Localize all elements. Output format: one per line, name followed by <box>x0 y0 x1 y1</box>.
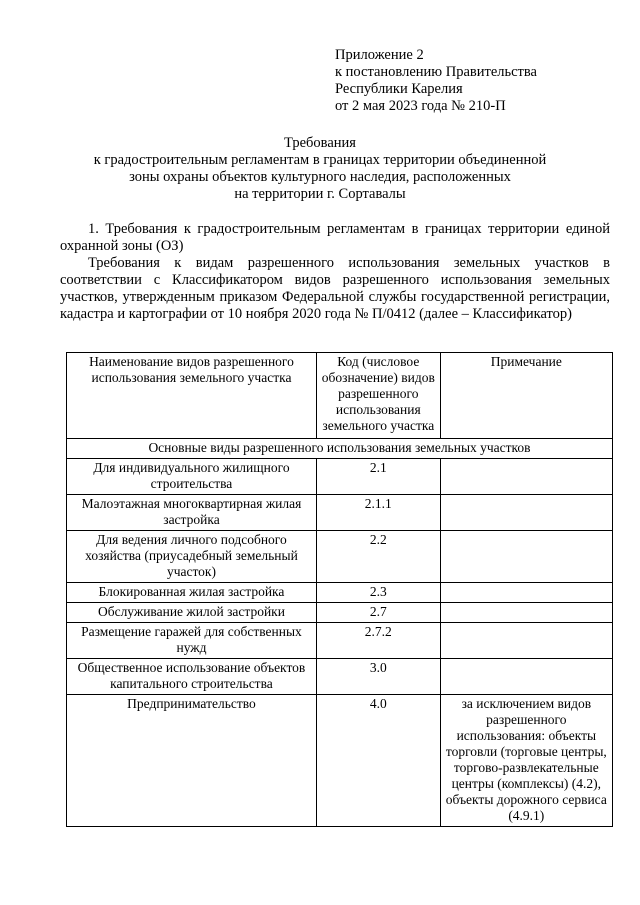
section-title: Основные виды разрешенного использования земельных участков <box>67 439 613 459</box>
cell-note: за исключением видов разрешенного использования: объекты торговли (торговые центры, торгово-развлекательные центры (комплексы) (4.2), объекты дорожного сервиса (4.9.1) <box>440 695 612 827</box>
header-line: к постановлению Правительства <box>335 64 537 80</box>
land-use-table <box>66 352 613 827</box>
title-line: на территории г. Сортавалы <box>234 186 406 202</box>
title-line: к градостроительным регламентам в границах территории объединенной <box>93 152 547 168</box>
table-row <box>67 659 613 695</box>
cell-note <box>440 459 612 495</box>
cell-code: 2.7 <box>316 603 440 623</box>
cell-note <box>440 659 612 695</box>
cell-note <box>440 623 612 659</box>
table-row <box>67 623 613 659</box>
paragraph-2 <box>60 255 610 323</box>
header-name: Наименование видов разрешенного использования земельного участка <box>67 353 317 439</box>
table-row <box>67 459 613 495</box>
cell-code: 3.0 <box>316 659 440 695</box>
cell-name: Для индивидуального жилищного строительства <box>67 459 317 495</box>
cell-code: 4.0 <box>316 695 440 827</box>
cell-name: Общественное использование объектов капитального строительства <box>67 659 317 695</box>
title-line: зоны охраны объектов культурного наследия, расположенных <box>129 169 511 185</box>
header-line: Республики Карелия <box>335 81 463 97</box>
cell-note <box>440 495 612 531</box>
paragraph-1 <box>60 221 610 255</box>
cell-note <box>440 531 612 583</box>
table-section-row <box>67 439 613 459</box>
cell-code: 2.1.1 <box>316 495 440 531</box>
cell-name: Предпринимательство <box>67 695 317 827</box>
cell-code: 2.1 <box>316 459 440 495</box>
cell-code: 2.3 <box>316 583 440 603</box>
table-row <box>67 531 613 583</box>
title-line: Требования <box>284 135 356 151</box>
table-row <box>67 583 613 603</box>
cell-name: Малоэтажная многоквартирная жилая застройка <box>67 495 317 531</box>
cell-code: 2.2 <box>316 531 440 583</box>
cell-note <box>440 583 612 603</box>
cell-code: 2.7.2 <box>316 623 440 659</box>
paragraph-text: Требования к видам разрешенного использования земельных участков в соответствии с Классификатором видов разрешенного использования земельных участков, утвержденным приказом Федеральной службы государственной регистрации, кадастра и картографии от 10 ноября 2020 года № П/0412 (далее – Классификатор) <box>60 255 610 322</box>
appendix-header <box>335 47 625 115</box>
table-header-row <box>67 353 613 439</box>
cell-note <box>440 603 612 623</box>
cell-name: Размещение гаражей для собственных нужд <box>67 623 317 659</box>
header-line: Приложение 2 <box>335 47 424 63</box>
document-title <box>60 135 580 203</box>
cell-name: Блокированная жилая застройка <box>67 583 317 603</box>
paragraph-text: 1. Требования к градостроительным регламентам в границах территории единой охранной зоны (ОЗ) <box>60 221 610 254</box>
header-code: Код (числовое обозначение) видов разрешенного использования земельного участка <box>316 353 440 439</box>
cell-name: Обслуживание жилой застройки <box>67 603 317 623</box>
cell-name: Для ведения личного подсобного хозяйства (приусадебный земельный участок) <box>67 531 317 583</box>
table-row <box>67 695 613 827</box>
header-line: от 2 мая 2023 года № 210-П <box>335 98 506 114</box>
table-row <box>67 603 613 623</box>
header-note: Примечание <box>440 353 612 439</box>
table-row <box>67 495 613 531</box>
